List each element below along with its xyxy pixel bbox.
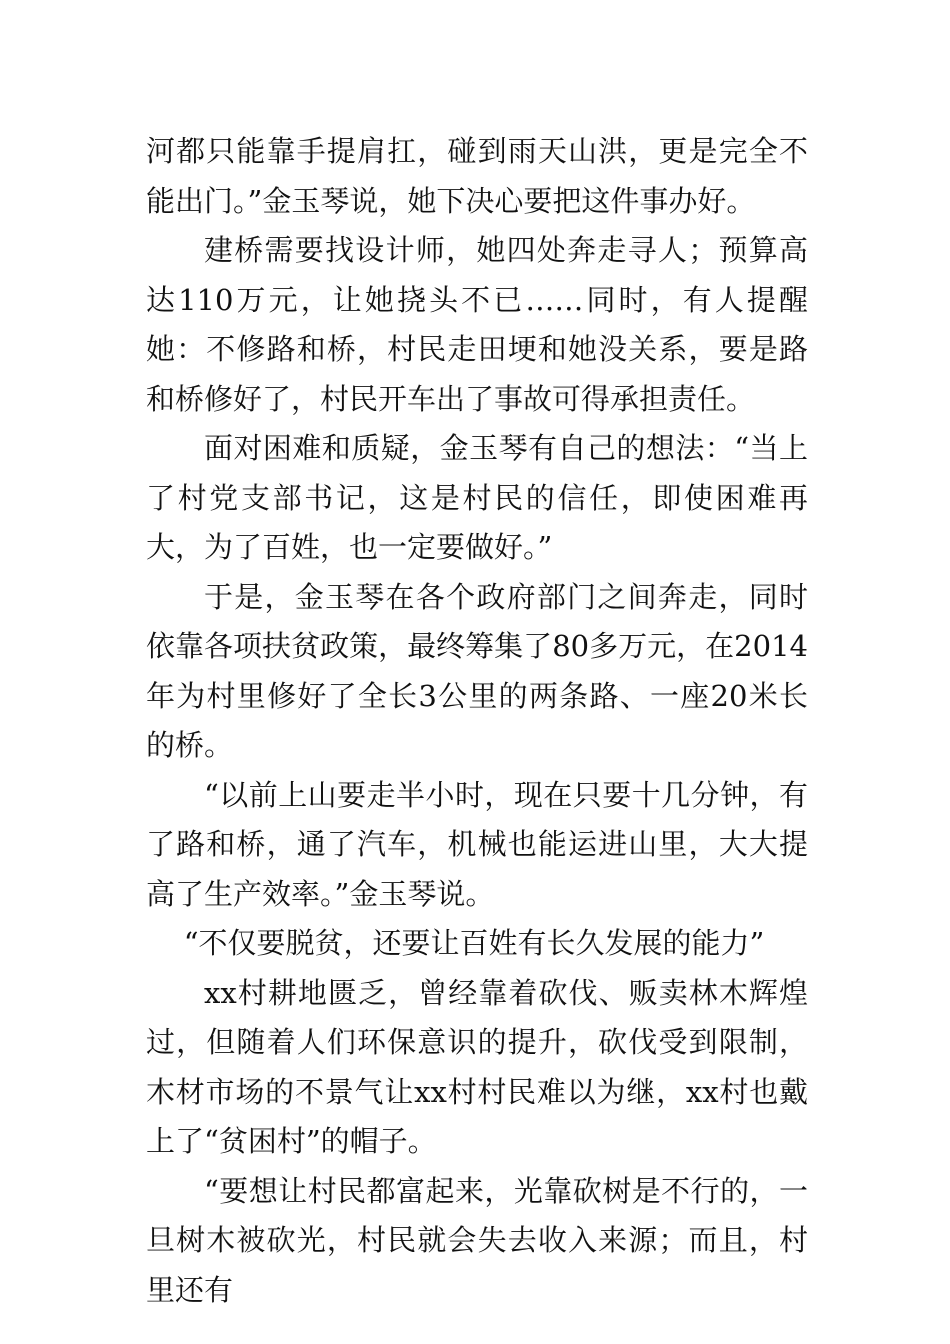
document-body	[146, 127, 808, 1315]
paragraph-facing-difficulty: 面对困难和质疑，金玉琴有自己的想法：“当上了村党支部书记，这是村民的信任，即使困难再大，为了百姓，也一定要做好。”	[146, 431, 808, 564]
paragraph-fundraising: 于是，金玉琴在各个政府部门之间奔走，同时依靠各项扶贫政策，最终筹集了80多万元，在2014年为村里修好了全长3公里的两条路、一座20米长的桥。	[146, 579, 808, 762]
paragraph-continuation: 河都只能靠手提肩扛，碰到雨天山洪，更是完全不能出门。”金玉琴说，她下决心要把这件事办好。	[146, 134, 808, 218]
paragraph-quote-efficiency: “以前上山要走半小时，现在只要十几分钟，有了路和桥，通了汽车，机械也能运进山里，大大提高了生产效率。”金玉琴说。	[146, 777, 808, 911]
paragraph-bridge-design: 建桥需要找设计师，她四处奔走寻人；预算高达110万元，让她挠头不已……同时，有人提醒她：不修路和桥，村民走田埂和她没关系，要是路和桥修好了，村民开车出了事故可得承担责任。	[146, 233, 808, 416]
paragraph-quote-trees: “要想让村民都富起来，光靠砍树是不行的，一旦树木被砍光，村民就会失去收入来源；而且，村里还有	[146, 1173, 808, 1307]
paragraph-village-background: xx村耕地匮乏，曾经靠着砍伐、贩卖林木辉煌过，但随着人们环保意识的提升，砍伐受到限制，木材市场的不景气让xx村村民难以为继，xx村也戴上了“贫困村”的帽子。	[146, 975, 808, 1158]
section-heading: “不仅要脱贫，还要让百姓有长久发展的能力”	[183, 926, 765, 960]
